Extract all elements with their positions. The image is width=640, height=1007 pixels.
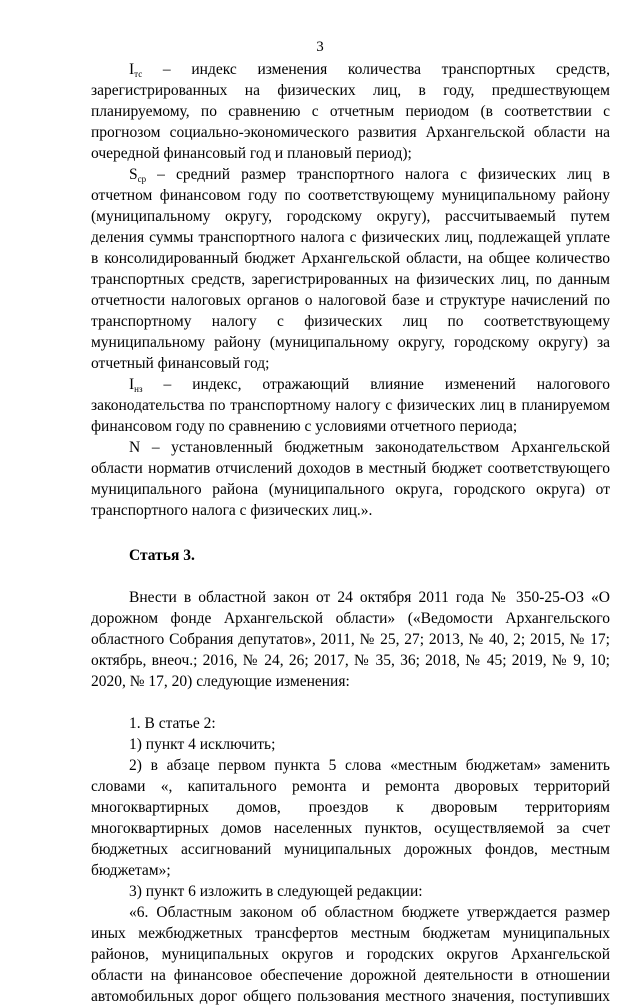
- definition-symbol: S: [129, 166, 138, 183]
- definition-symbol: I: [129, 61, 135, 78]
- definition-inz: [91, 374, 610, 437]
- definition-text: – индекс изменения количества транспортных средств, зарегистрированных на физических лиц, в году, предшествующем планируемому, по сравнению с отчетным периодом (в соответствии с прогнозом социально-экономического развития Архангельской области на очередной финансовый год и плановый период);: [91, 61, 610, 162]
- definition-scp: [91, 164, 610, 374]
- spacer: [91, 692, 610, 713]
- definition-symbol: N: [129, 439, 141, 456]
- document-body: [91, 59, 610, 1007]
- definition-subscript: нз: [134, 384, 143, 394]
- definition-text: – индекс, отражающий влияние изменений налогового законодательства по транспортному налогу с физических лиц в планируемом финансовом году по сравнению с условиями отчетного периода;: [91, 376, 610, 435]
- definition-subscript: тс: [134, 69, 143, 79]
- list-item: 2) в абзаце первом пункта 5 слова «местным бюджетам» заменить словами «, капитального ремонта и ремонта дворовых территорий многоквартирных домов, проездов к дворовым территориям многоквартирных домов населенных пунктов, осуществляемой за счет бюджетных ассигнований муниципальных дорожных фондов, местным бюджетам»;: [91, 757, 610, 879]
- definition-text: – средний размер транспортного налога с физических лиц в отчетном финансовом году по соответствующему муниципальному району (муниципальному округу, городскому округу), рассчитываемый путем деления суммы транспортного налога с физических лиц, подлежащей уплате в консолидированный бюджет Архангельской области, на общее количество транспортных средств, зарегистрированных на физических лиц, по данным отчетности налоговых органов о налоговой базе и структуре начислений по транспортному налогу с физических лиц по соответствующему муниципальному району (муниципальному округу, городскому округу) за отчетный финансовый год;: [91, 166, 610, 372]
- definition-subscript: ср: [137, 174, 147, 184]
- definition-itc: [91, 59, 610, 164]
- definition-text: – установленный бюджетным законодательством Архангельской области норматив отчислений доходов в местный бюджет соответствующего муниципального района (муниципального округа, городского округа) от транспортного налога с физических лиц.».: [91, 439, 610, 519]
- page-number: 3: [316, 39, 324, 55]
- definition-symbol: I: [129, 376, 135, 393]
- definition-n: [91, 437, 610, 521]
- list-item: 1) пункт 4 исключить;: [129, 736, 276, 753]
- article-intro: Внести в областной закон от 24 октября 2011 года № 350-25-ОЗ «О дорожном фонде Архангельской области» («Ведомости Архангельского областного Собрания депутатов», 2011, № 25, 27; 2013, № 40, 2; 2015, № 17; октябрь, внеоч.; 2016, № 24, 26; 2017, № 35, 36; 2018, № 45; 2019, № 9, 10; 2020, № 17, 20) следующие изменения:: [91, 589, 610, 690]
- list-item: 3) пункт 6 изложить в следующей редакции:: [129, 883, 423, 900]
- quoted-text: «6. Областным законом об областном бюджете утверждается размер иных межбюджетных трансфертов местным бюджетам муниципальных районов, муниципальных округов и городских округов Архангельской области на финансовое обеспечение дорожной деятельности в отношении автомобильных дорог общего пользования местного значения, поступивших: [91, 904, 610, 1005]
- article-heading: Статья 3.: [129, 547, 195, 564]
- list-item: 1. В статье 2:: [129, 715, 216, 732]
